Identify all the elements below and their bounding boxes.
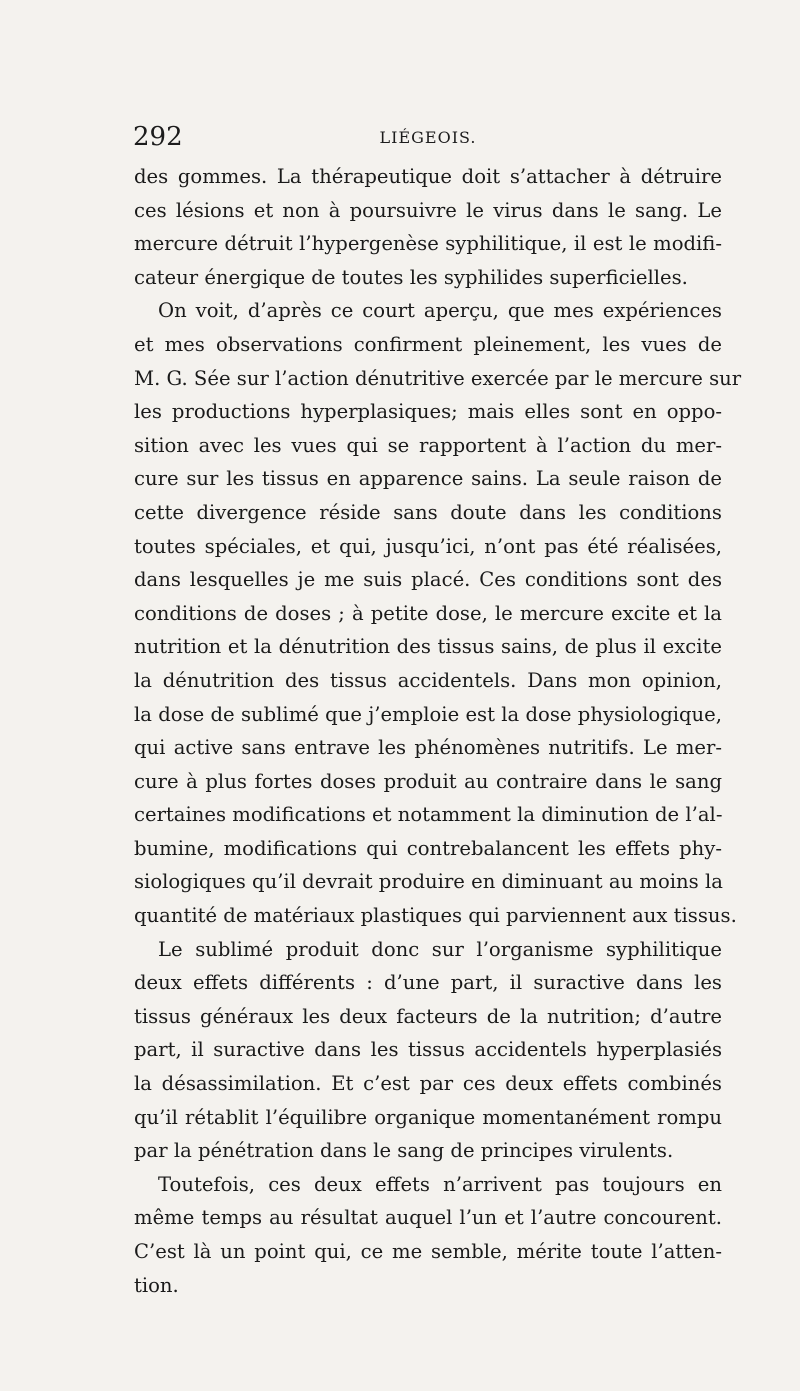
text-line: bumine, modifications qui contrebalancent les effets phy- (134, 836, 722, 860)
text-line: qu’il rétablit l’équilibre organique momentanément rompu (134, 1105, 722, 1129)
text-line: Le sublimé produit donc sur l’organisme syphilitique (158, 937, 722, 961)
text-line: la désassimilation. Et c’est par ces deux effets combinés (134, 1072, 722, 1096)
text-line: tion. (134, 1273, 179, 1297)
text-line: Toutefois, ces deux effets n’arrivent pas toujours en (158, 1172, 722, 1196)
running-title: LIÉGEOIS. (379, 128, 477, 147)
text-line: la dénutrition des tissus accidentels. Dans mon opinion, (134, 668, 722, 692)
text-line: même temps au résultat auquel l’un et l’autre concourent. (134, 1206, 722, 1230)
text-line: deux effets différents : d’une part, il suractive dans les (134, 971, 722, 995)
text-line: la dose de sublimé que j’emploie est la dose physiologique, (134, 702, 722, 726)
text-line: dans lesquelles je me suis placé. Ces conditions sont des (134, 568, 722, 592)
text-line: C’est là un point qui, ce me semble, mérite toute l’atten- (134, 1240, 722, 1263)
text-line: certaines modifications et notamment la diminution de l’al- (134, 803, 723, 827)
text-line: ces lésions et non à poursuivre le virus dans le sang. Le (134, 198, 722, 222)
text-line: M. G. Sée sur l’action dénutritive exercée par le mercure sur (134, 366, 742, 390)
text-line: mercure détruit l’hypergenèse syphilitique, il est le modifi- (134, 232, 722, 256)
text-line: des gommes. La thérapeutique doit s’attacher à détruire (134, 165, 722, 188)
text-line: tissus généraux les deux facteurs de la nutrition; d’autre (134, 1004, 722, 1028)
text-line: cateur énergique de toutes les syphilides superficielles. (134, 265, 688, 289)
text-line: par la pénétration dans le sang de principes virulents. (134, 1139, 674, 1163)
text-line: et mes observations confirment pleinement, les vues de (134, 332, 722, 356)
text-line: toutes spéciales, et qui, jusqu’ici, n’ont pas été réalisées, (134, 534, 722, 558)
text-line: les productions hyperplasiques; mais elles sont en oppo- (134, 400, 722, 424)
text-line: quantité de matériaux plastiques qui parviennent aux tissus. (134, 904, 737, 928)
text-line: On voit, d’après ce court aperçu, que mes expériences (158, 299, 722, 323)
text-line: nutrition et la dénutrition des tissus sains, de plus il excite (134, 635, 722, 659)
text-line: cette divergence réside sans doute dans les conditions (134, 500, 722, 524)
text-line: siologiques qu’il devrait produire en diminuant au moins la (134, 870, 723, 894)
text-line: conditions de doses ; à petite dose, le mercure excite et la (134, 601, 722, 625)
text-line: cure à plus fortes doses produit au contraire dans le sang (134, 769, 722, 793)
body-text (134, 160, 742, 1302)
page-number: 292 (133, 122, 183, 152)
page-header (133, 118, 723, 158)
text-line: sition avec les vues qui se rapportent à l’action du mer- (134, 433, 722, 457)
text-line: qui active sans entrave les phénomènes nutritifs. Le mer- (134, 736, 722, 760)
text-line: cure sur les tissus en apparence sains. La seule raison de (134, 467, 722, 491)
text-line: part, il suractive dans les tissus accidentels hyperplasiés (134, 1038, 722, 1062)
